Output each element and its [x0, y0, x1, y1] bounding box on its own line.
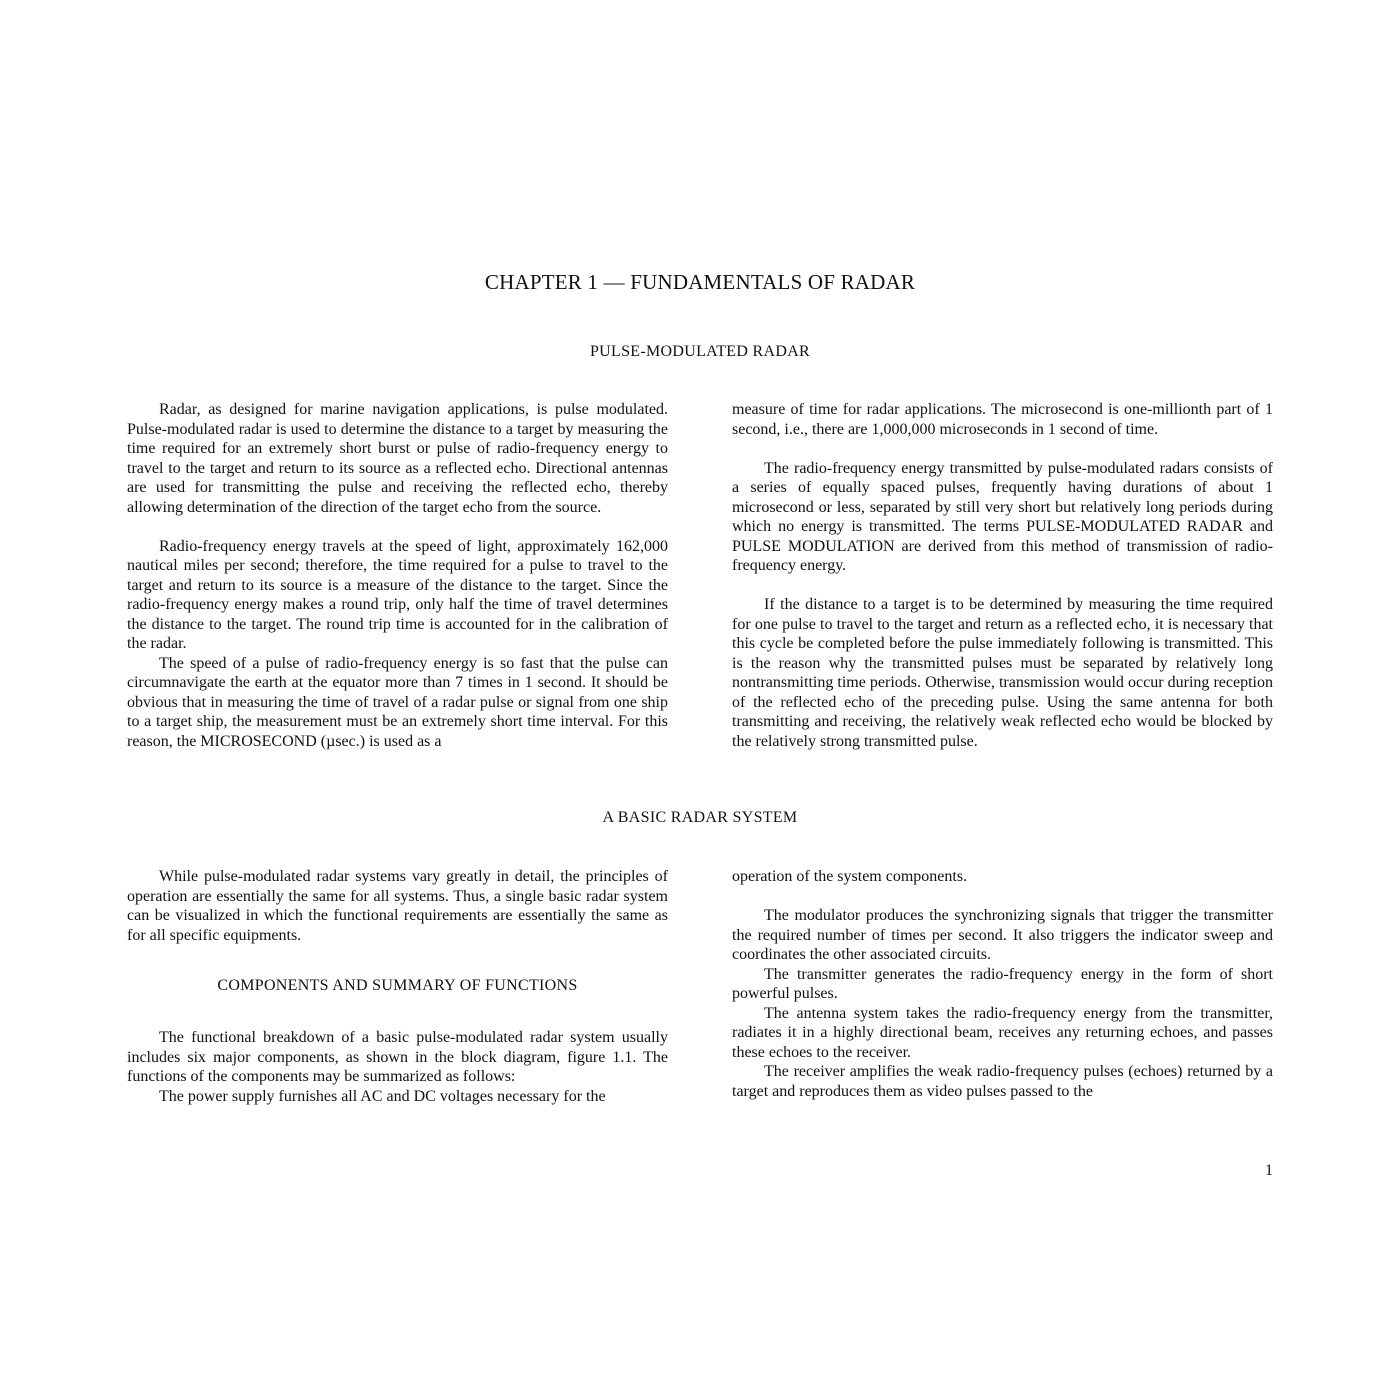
- paragraph: The transmitter generates the radio-frequency energy in the form of short powerful pulses.: [732, 965, 1273, 1002]
- left-column-pulse-modulated: [127, 400, 668, 751]
- paragraph: The power supply furnishes all AC and DC voltages necessary for the: [159, 1087, 606, 1105]
- paragraph: If the distance to a target is to be determined by measuring the time required for one pulse to travel to the target and return as a reflected echo, it is necessary that this cycle be completed before the pulse immediately following is transmitted. This is the reason why the transmitted pulses must be separated by relatively long nontransmitting time periods. Otherwise, transmission would occur during reception of the reflected echo of the preceding pulse. Using the same antenna for both transmitting and receiving, the relatively weak reflected echo would be blocked by the relatively strong transmitted pulse.: [732, 596, 1273, 750]
- paragraph: The speed of a pulse of radio-frequency energy is so fast that the pulse can circumnavigate the earth at the equator more than 7 times in 1 second. It should be obvious that in measuring the time of travel of a radar pulse or signal from one ship to a target ship, the measurement must be an extremely short time interval. For this reason, the MICROSECOND (µsec.) is used as a: [127, 654, 668, 750]
- paragraph: The functional breakdown of a basic pulse-modulated radar system usually includes six major components, as shown in the block diagram, figure 1.1. The functions of the components may be summarized as follows:: [127, 1029, 668, 1085]
- right-column-basic-system: [732, 867, 1273, 1101]
- left-column-basic-system-intro: [127, 867, 668, 945]
- paragraph: operation of the system components.: [732, 868, 968, 885]
- paragraph: Radar, as designed for marine navigation applications, is pulse modulated. Pulse-modulated radar is used to determine the distance to a target by measuring the time required for an extremely short burst or pulse of radio-frequency energy to travel to the target and return to its source as a reflected echo. Directional antennas are used for transmitting the pulse and receiving the reflected echo, thereby allowing determination of the direction of the target echo from the source.: [127, 401, 668, 516]
- paragraph: The receiver amplifies the weak radio-frequency pulses (echoes) returned by a target and reproduces them as video pulses passed to the: [732, 1063, 1273, 1100]
- section-heading-pulse-modulated-radar: PULSE-MODULATED RADAR: [589, 343, 811, 360]
- paragraph: The modulator produces the synchronizing signals that trigger the transmitter the required number of times per second. It also triggers the indicator sweep and coordinates the other associated circuits.: [732, 907, 1273, 963]
- page-number: 1: [1265, 1162, 1273, 1179]
- left-column-components: [127, 1028, 668, 1106]
- paragraph: Radio-frequency energy travels at the speed of light, approximately 162,000 nautical miles per second; therefore, the time required for a pulse to travel to the target and return to its source is a measure of the distance to the target. Since the radio-frequency energy makes a round trip, only half the time of travel determines the distance to the target. The round trip time is accounted for in the calibration of the radar.: [127, 537, 668, 652]
- paragraph: measure of time for radar applications. The microsecond is one-millionth part of 1 second, i.e., there are 1,000,000 microseconds in 1 second of time.: [732, 401, 1273, 438]
- subheading-components-summary: COMPONENTS AND SUMMARY OF FUNCTIONS: [217, 977, 578, 994]
- paragraph: The radio-frequency energy transmitted by pulse-modulated radars consists of a series of equally spaced pulses, frequently having durations of about 1 microsecond or less, separated by still very short but relatively long periods during which no energy is transmitted. The terms PULSE-MODULATED RADAR and PULSE MODULATION are derived from this method of transmission of radio-frequency energy.: [732, 459, 1273, 574]
- right-column-pulse-modulated: [732, 400, 1273, 751]
- section-heading-basic-radar-system: A BASIC RADAR SYSTEM: [602, 809, 798, 826]
- paragraph: The antenna system takes the radio-frequency energy from the transmitter, radiates it in a highly directional beam, receives any returning echoes, and passes these echoes to the receiver.: [732, 1004, 1273, 1061]
- paragraph: While pulse-modulated radar systems vary greatly in detail, the principles of operation are essentially the same for all systems. Thus, a single basic radar system can be visualized in which the functional requirements are essentially the same as for all specific equipments.: [127, 868, 668, 944]
- chapter-title: CHAPTER 1 — FUNDAMENTALS OF RADAR: [484, 270, 916, 294]
